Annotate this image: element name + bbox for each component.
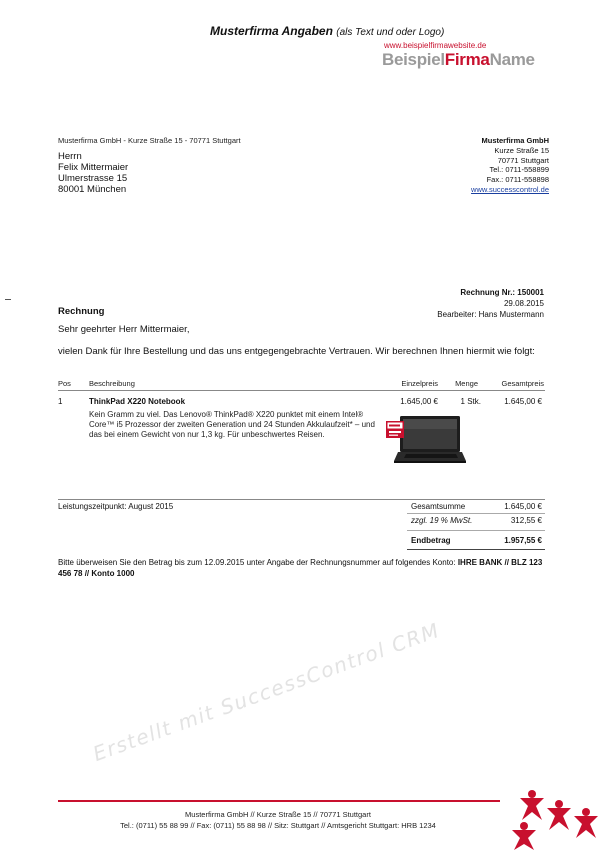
col-header-quantity: Menge: [455, 379, 478, 388]
watermark: Erstellt mit SuccessControl CRM: [89, 617, 444, 766]
laptop-product-image: [386, 413, 466, 465]
sender-line: Musterfirma GmbH - Kurze Straße 15 - 70771 Stuttgart: [58, 136, 241, 145]
col-header-pos: Pos: [58, 379, 71, 388]
recipient-salutation: Herrn: [58, 151, 82, 162]
logo-part-1: Beispiel: [382, 50, 445, 69]
product-description: Kein Gramm zu viel. Das Lenovo® ThinkPad® X220 punktet mit einem Intel® Core™ i5 Prozessor der zweiten Generation und 24 Stunden Akkulaufzeit* – und das bei einem Gewicht von nur 1,3 kg. Für unbeschwertes Reisen.: [89, 410, 375, 439]
footer-contact: Tel.: (0711) 55 88 99 // Fax: (0711) 55 88 98 // Sitz: Stuttgart // Amtsgericht Stuttgart: HRB 1234: [120, 821, 436, 830]
payment-instructions: [58, 558, 546, 579]
recipient-name: Felix Mittermaier: [58, 162, 129, 173]
footer-accent-line: [58, 800, 500, 802]
row-pos: 1: [58, 397, 63, 406]
vat-value: 312,55 €: [510, 516, 542, 525]
col-header-total: Gesamtpreis: [501, 379, 544, 388]
service-period: Leistungszeitpunkt: August 2015: [58, 502, 174, 511]
row-quantity: 1 Stk.: [460, 397, 481, 406]
fold-mark: [5, 299, 11, 300]
company-city: 70771 Stuttgart: [497, 155, 549, 165]
logo-part-2: Firma: [444, 50, 490, 69]
payment-text: Bitte überweisen Sie den Betrag bis zum 12.09.2015 unter Angabe der Rechnungsnummer auf folgendes Konto:: [58, 558, 456, 567]
company-street: Kurze Straße 15: [494, 145, 549, 155]
company-info: [471, 136, 549, 195]
recipient-street: Ulmerstrasse 15: [58, 173, 128, 184]
company-tel: Tel.: 0711-558899: [489, 165, 549, 175]
logo-part-3: Name: [489, 50, 535, 69]
product-name: ThinkPad X220 Notebook: [89, 397, 186, 406]
company-fax: Fax.: 0711-558898: [486, 175, 549, 185]
table-bottom-divider: [58, 499, 545, 500]
people-stars-logo: [504, 786, 601, 850]
total-sum-label: Gesamtsumme: [411, 502, 466, 511]
end-amount-value: 1.957,55 €: [504, 536, 542, 545]
col-header-description: Beschreibung: [89, 379, 135, 388]
company-name: Musterfirma GmbH: [481, 136, 549, 145]
footer-address: Musterfirma GmbH // Kurze Straße 15 // 70771 Stuttgart: [185, 810, 371, 819]
intro-text: vielen Dank für Ihre Bestellung und das uns entgegengebrachte Vertrauen. Wir berechnen Ihnen hiermit wie folgt:: [58, 346, 535, 357]
bank-account: IHRE BANK // BLZ 123 456 78 // Konto 1000: [58, 558, 543, 578]
header-title: [210, 24, 444, 38]
row-unit-price: 1.645,00 €: [400, 397, 438, 406]
company-logo: [382, 50, 535, 70]
greeting: Sehr geehrter Herr Mittermaier,: [58, 324, 190, 335]
recipient-city: 80001 München: [58, 184, 127, 195]
recipient-address: [58, 151, 128, 195]
end-amount-label: Endbetrag: [411, 536, 451, 545]
totals-divider: [407, 513, 545, 514]
table-header-divider: [58, 390, 545, 391]
invoice-date: 29.08.2015: [503, 299, 544, 308]
total-sum-value: 1.645,00 €: [504, 502, 542, 511]
invoice-meta: [437, 287, 544, 320]
invoice-title: Rechnung: [58, 306, 105, 317]
invoice-editor: Bearbeiter: Hans Mustermann: [437, 310, 544, 319]
totals-divider: [407, 549, 545, 550]
company-website-link[interactable]: www.successcontrol.de: [471, 184, 549, 194]
header-company-label: Musterfirma Angaben: [210, 24, 333, 38]
totals-divider: [407, 530, 545, 531]
col-header-unit-price: Einzelpreis: [401, 379, 438, 388]
header-note: (als Text und oder Logo): [336, 27, 445, 38]
vat-label: zzgl. 19 % MwSt.: [411, 516, 473, 525]
header-website: www.beispielfirmawebsite.de: [384, 41, 487, 50]
row-total: 1.645,00 €: [504, 397, 542, 406]
invoice-number: Rechnung Nr.: 150001: [460, 288, 544, 297]
